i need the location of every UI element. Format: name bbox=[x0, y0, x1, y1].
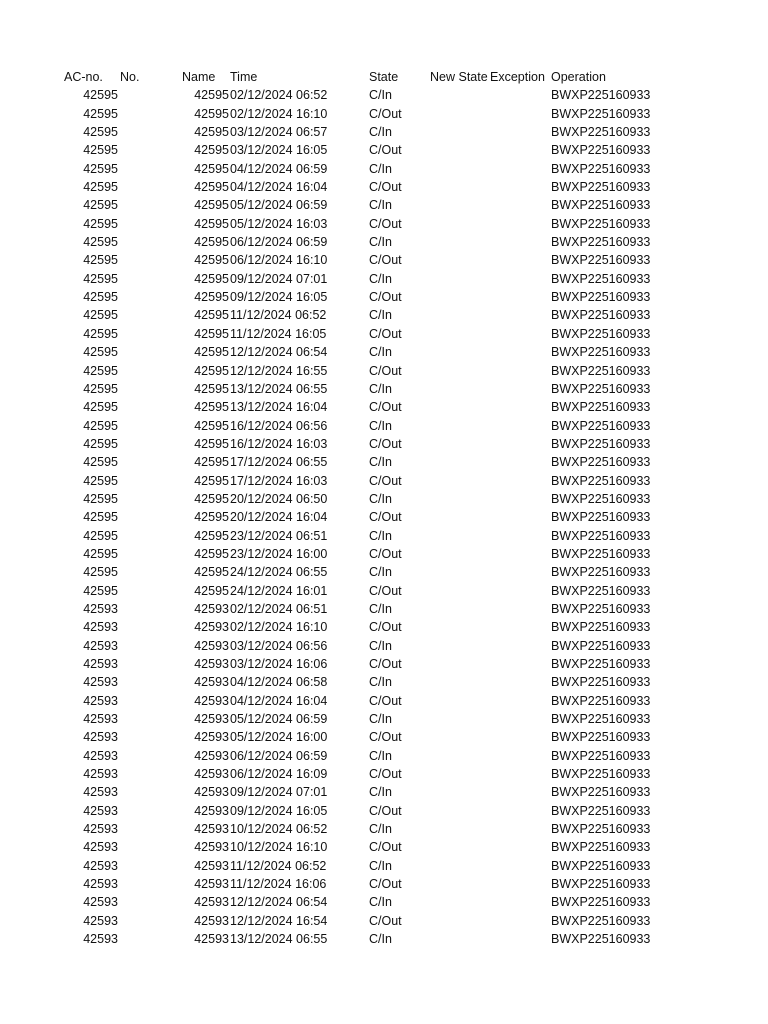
table-row bbox=[0, 655, 768, 673]
name-cell: 42595 bbox=[194, 143, 229, 158]
time-cell: 05/12/2024 06:59 bbox=[230, 198, 328, 213]
name-cell: 42593 bbox=[194, 767, 229, 782]
table-row bbox=[0, 306, 768, 324]
acno-cell: 42595 bbox=[83, 381, 118, 396]
state-cell: C/Out bbox=[369, 693, 402, 708]
time-cell: 05/12/2024 16:00 bbox=[230, 730, 328, 745]
state-cell: C/In bbox=[369, 125, 392, 140]
name-cell: 42593 bbox=[194, 895, 229, 910]
acno-cell: 42593 bbox=[83, 803, 118, 818]
operation-cell: BWXP225160933 bbox=[551, 198, 651, 213]
name-cell: 42593 bbox=[194, 693, 229, 708]
state-cell: C/In bbox=[369, 161, 392, 176]
acno-cell: 42595 bbox=[83, 400, 118, 415]
table-row bbox=[0, 527, 768, 545]
state-cell: C/Out bbox=[369, 510, 402, 525]
table-row bbox=[0, 893, 768, 911]
acno-cell: 42593 bbox=[83, 822, 118, 837]
acno-cell: 42593 bbox=[83, 785, 118, 800]
state-cell: C/In bbox=[369, 198, 392, 213]
time-cell: 04/12/2024 16:04 bbox=[230, 180, 328, 195]
table-row bbox=[0, 582, 768, 600]
time-cell: 04/12/2024 06:58 bbox=[230, 675, 328, 690]
time-cell: 06/12/2024 16:10 bbox=[230, 253, 328, 268]
time-cell: 11/12/2024 06:52 bbox=[230, 308, 327, 323]
acno-cell: 42595 bbox=[83, 106, 118, 121]
operation-cell: BWXP225160933 bbox=[551, 106, 651, 121]
time-cell: 13/12/2024 06:55 bbox=[230, 932, 328, 947]
operation-cell: BWXP225160933 bbox=[551, 216, 651, 231]
acno-cell: 42595 bbox=[83, 216, 118, 231]
operation-cell: BWXP225160933 bbox=[551, 913, 651, 928]
time-cell: 16/12/2024 06:56 bbox=[230, 418, 328, 433]
acno-cell: 42595 bbox=[83, 88, 118, 103]
table-row bbox=[0, 251, 768, 269]
operation-cell: BWXP225160933 bbox=[551, 143, 651, 158]
name-cell: 42593 bbox=[194, 638, 229, 653]
acno-cell: 42593 bbox=[83, 638, 118, 653]
operation-cell: BWXP225160933 bbox=[551, 693, 651, 708]
state-cell: C/Out bbox=[369, 436, 402, 451]
acno-cell: 42593 bbox=[83, 712, 118, 727]
state-cell: C/In bbox=[369, 785, 392, 800]
acno-cell: 42595 bbox=[83, 491, 118, 506]
acno-cell: 42593 bbox=[83, 913, 118, 928]
table-row bbox=[0, 820, 768, 838]
operation-cell: BWXP225160933 bbox=[551, 363, 651, 378]
table-row bbox=[0, 325, 768, 343]
header-no: No. bbox=[120, 70, 140, 84]
name-cell: 42595 bbox=[194, 345, 229, 360]
operation-cell: BWXP225160933 bbox=[551, 546, 651, 561]
time-cell: 16/12/2024 16:03 bbox=[230, 436, 328, 451]
time-cell: 10/12/2024 16:10 bbox=[230, 840, 328, 855]
acno-cell: 42595 bbox=[83, 180, 118, 195]
operation-cell: BWXP225160933 bbox=[551, 418, 651, 433]
name-cell: 42593 bbox=[194, 785, 229, 800]
acno-cell: 42595 bbox=[83, 308, 118, 323]
name-cell: 42595 bbox=[194, 88, 229, 103]
operation-cell: BWXP225160933 bbox=[551, 473, 651, 488]
table-row bbox=[0, 398, 768, 416]
operation-cell: BWXP225160933 bbox=[551, 712, 651, 727]
operation-cell: BWXP225160933 bbox=[551, 290, 651, 305]
state-cell: C/Out bbox=[369, 840, 402, 855]
operation-cell: BWXP225160933 bbox=[551, 235, 651, 250]
time-cell: 12/12/2024 06:54 bbox=[230, 345, 328, 360]
state-cell: C/In bbox=[369, 932, 392, 947]
operation-cell: BWXP225160933 bbox=[551, 895, 651, 910]
acno-cell: 42593 bbox=[83, 620, 118, 635]
state-cell: C/In bbox=[369, 565, 392, 580]
table-row bbox=[0, 747, 768, 765]
state-cell: C/In bbox=[369, 381, 392, 396]
header-time: Time bbox=[230, 70, 258, 84]
acno-cell: 42593 bbox=[83, 657, 118, 671]
operation-cell: BWXP225160933 bbox=[551, 180, 651, 195]
state-cell: C/Out bbox=[369, 877, 402, 892]
name-cell: 42595 bbox=[194, 491, 229, 506]
table-row bbox=[0, 160, 768, 178]
time-cell: 24/12/2024 16:01 bbox=[230, 583, 328, 598]
acno-cell: 42595 bbox=[83, 510, 118, 525]
table-row bbox=[0, 600, 768, 618]
operation-cell: BWXP225160933 bbox=[551, 748, 651, 763]
acno-cell: 42593 bbox=[83, 895, 118, 910]
acno-cell: 42595 bbox=[83, 363, 118, 378]
acno-cell: 42593 bbox=[83, 693, 118, 708]
table-row bbox=[0, 875, 768, 893]
state-cell: C/Out bbox=[369, 473, 402, 488]
state-cell: C/In bbox=[369, 895, 392, 910]
operation-cell: BWXP225160933 bbox=[551, 803, 651, 818]
acno-cell: 42595 bbox=[83, 143, 118, 158]
name-cell: 42593 bbox=[194, 657, 229, 671]
time-cell: 13/12/2024 16:04 bbox=[230, 400, 328, 415]
acno-cell: 42593 bbox=[83, 767, 118, 782]
table-row bbox=[0, 692, 768, 710]
operation-cell: BWXP225160933 bbox=[551, 767, 651, 782]
acno-cell: 42595 bbox=[83, 161, 118, 176]
header-name: Name bbox=[182, 70, 216, 84]
time-cell: 23/12/2024 16:00 bbox=[230, 546, 328, 561]
state-cell: C/Out bbox=[369, 180, 402, 195]
header-state: State bbox=[369, 70, 399, 84]
acno-cell: 42595 bbox=[83, 455, 118, 470]
acno-cell: 42595 bbox=[83, 583, 118, 598]
name-cell: 42593 bbox=[194, 913, 229, 928]
state-cell: C/Out bbox=[369, 106, 402, 121]
state-cell: C/In bbox=[369, 675, 392, 690]
operation-cell: BWXP225160933 bbox=[551, 345, 651, 360]
operation-cell: BWXP225160933 bbox=[551, 730, 651, 745]
acno-cell: 42595 bbox=[83, 418, 118, 433]
name-cell: 42593 bbox=[194, 601, 229, 616]
state-cell: C/Out bbox=[369, 803, 402, 818]
name-cell: 42595 bbox=[194, 436, 229, 451]
time-cell: 05/12/2024 06:59 bbox=[230, 712, 328, 727]
acno-cell: 42595 bbox=[83, 473, 118, 488]
operation-cell: BWXP225160933 bbox=[551, 400, 651, 415]
name-cell: 42595 bbox=[194, 253, 229, 268]
acno-cell: 42593 bbox=[83, 877, 118, 892]
acno-cell: 42593 bbox=[83, 675, 118, 690]
name-cell: 42595 bbox=[194, 455, 229, 470]
table-row bbox=[0, 637, 768, 655]
table-row bbox=[0, 270, 768, 288]
state-cell: C/Out bbox=[369, 620, 402, 635]
name-cell: 42595 bbox=[194, 180, 229, 195]
table-row bbox=[0, 838, 768, 856]
table-row bbox=[0, 728, 768, 746]
state-cell: C/Out bbox=[369, 143, 402, 158]
state-cell: C/Out bbox=[369, 913, 402, 928]
operation-cell: BWXP225160933 bbox=[551, 436, 651, 451]
table-row bbox=[0, 912, 768, 930]
name-cell: 42595 bbox=[194, 363, 229, 378]
time-cell: 12/12/2024 16:55 bbox=[230, 363, 328, 378]
name-cell: 42593 bbox=[194, 932, 229, 947]
acno-cell: 42593 bbox=[83, 932, 118, 947]
table-row bbox=[0, 802, 768, 820]
name-cell: 42595 bbox=[194, 400, 229, 415]
acno-cell: 42595 bbox=[83, 271, 118, 286]
operation-cell: BWXP225160933 bbox=[551, 308, 651, 323]
table-row bbox=[0, 86, 768, 104]
name-cell: 42595 bbox=[194, 198, 229, 213]
table-row bbox=[0, 472, 768, 490]
header-row bbox=[0, 68, 768, 86]
table-row bbox=[0, 930, 768, 948]
time-cell: 09/12/2024 07:01 bbox=[230, 785, 328, 800]
state-cell: C/Out bbox=[369, 583, 402, 598]
table-row bbox=[0, 618, 768, 636]
state-cell: C/Out bbox=[369, 730, 402, 745]
header-exception: Exception bbox=[490, 70, 545, 84]
table-row bbox=[0, 380, 768, 398]
table-body bbox=[0, 86, 768, 948]
header-acno: AC-no. bbox=[64, 70, 103, 84]
time-cell: 11/12/2024 16:06 bbox=[230, 877, 327, 892]
time-cell: 17/12/2024 16:03 bbox=[230, 473, 328, 488]
operation-cell: BWXP225160933 bbox=[551, 491, 651, 506]
state-cell: C/In bbox=[369, 601, 392, 616]
state-cell: C/Out bbox=[369, 290, 402, 305]
name-cell: 42595 bbox=[194, 308, 229, 323]
time-cell: 10/12/2024 06:52 bbox=[230, 822, 328, 837]
state-cell: C/In bbox=[369, 271, 392, 286]
time-cell: 02/12/2024 16:10 bbox=[230, 106, 328, 121]
table-row bbox=[0, 673, 768, 691]
name-cell: 42595 bbox=[194, 418, 229, 433]
acno-cell: 42593 bbox=[83, 840, 118, 855]
state-cell: C/Out bbox=[369, 326, 402, 341]
state-cell: C/Out bbox=[369, 363, 402, 378]
operation-cell: BWXP225160933 bbox=[551, 877, 651, 892]
name-cell: 42595 bbox=[194, 510, 229, 525]
operation-cell: BWXP225160933 bbox=[551, 822, 651, 837]
table-row bbox=[0, 765, 768, 783]
name-cell: 42595 bbox=[194, 326, 229, 341]
time-cell: 13/12/2024 06:55 bbox=[230, 381, 328, 396]
name-cell: 42595 bbox=[194, 473, 229, 488]
state-cell: C/Out bbox=[369, 400, 402, 415]
time-cell: 12/12/2024 16:54 bbox=[230, 913, 328, 928]
header-operation: Operation bbox=[551, 70, 606, 84]
table-row bbox=[0, 508, 768, 526]
acno-cell: 42593 bbox=[83, 601, 118, 616]
operation-cell: BWXP225160933 bbox=[551, 657, 651, 671]
time-cell: 09/12/2024 07:01 bbox=[230, 271, 328, 286]
table-row bbox=[0, 563, 768, 581]
time-cell: 04/12/2024 16:04 bbox=[230, 693, 328, 708]
state-cell: C/In bbox=[369, 822, 392, 837]
state-cell: C/In bbox=[369, 235, 392, 250]
state-cell: C/In bbox=[369, 345, 392, 360]
operation-cell: BWXP225160933 bbox=[551, 381, 651, 396]
acno-cell: 42595 bbox=[83, 198, 118, 213]
time-cell: 12/12/2024 06:54 bbox=[230, 895, 328, 910]
name-cell: 42593 bbox=[194, 877, 229, 892]
name-cell: 42593 bbox=[194, 803, 229, 818]
state-cell: C/Out bbox=[369, 657, 402, 671]
table-row bbox=[0, 857, 768, 875]
table-row bbox=[0, 343, 768, 361]
operation-cell: BWXP225160933 bbox=[551, 932, 651, 947]
acno-cell: 42595 bbox=[83, 528, 118, 543]
name-cell: 42595 bbox=[194, 235, 229, 250]
table-row bbox=[0, 435, 768, 453]
name-cell: 42593 bbox=[194, 748, 229, 763]
operation-cell: BWXP225160933 bbox=[551, 125, 651, 140]
acno-cell: 42593 bbox=[83, 730, 118, 745]
name-cell: 42595 bbox=[194, 125, 229, 140]
acno-cell: 42595 bbox=[83, 235, 118, 250]
table-row bbox=[0, 215, 768, 233]
acno-cell: 42595 bbox=[83, 345, 118, 360]
time-cell: 03/12/2024 06:57 bbox=[230, 125, 328, 140]
state-cell: C/In bbox=[369, 491, 392, 506]
name-cell: 42593 bbox=[194, 730, 229, 745]
state-cell: C/In bbox=[369, 88, 392, 103]
operation-cell: BWXP225160933 bbox=[551, 161, 651, 176]
time-cell: 06/12/2024 16:09 bbox=[230, 767, 328, 782]
time-cell: 20/12/2024 06:50 bbox=[230, 491, 328, 506]
operation-cell: BWXP225160933 bbox=[551, 510, 651, 525]
operation-cell: BWXP225160933 bbox=[551, 528, 651, 543]
time-cell: 23/12/2024 06:51 bbox=[230, 528, 328, 543]
acno-cell: 42593 bbox=[83, 858, 118, 873]
state-cell: C/In bbox=[369, 858, 392, 873]
acno-cell: 42595 bbox=[83, 436, 118, 451]
table-row bbox=[0, 783, 768, 801]
table-row bbox=[0, 105, 768, 123]
operation-cell: BWXP225160933 bbox=[551, 638, 651, 653]
time-cell: 02/12/2024 06:51 bbox=[230, 601, 328, 616]
acno-cell: 42595 bbox=[83, 125, 118, 140]
time-cell: 20/12/2024 16:04 bbox=[230, 510, 328, 525]
operation-cell: BWXP225160933 bbox=[551, 840, 651, 855]
name-cell: 42595 bbox=[194, 290, 229, 305]
name-cell: 42595 bbox=[194, 106, 229, 121]
time-cell: 04/12/2024 06:59 bbox=[230, 161, 328, 176]
header-new-state: New State bbox=[430, 70, 488, 84]
state-cell: C/Out bbox=[369, 216, 402, 231]
name-cell: 42595 bbox=[194, 271, 229, 286]
name-cell: 42593 bbox=[194, 620, 229, 635]
name-cell: 42595 bbox=[194, 583, 229, 598]
operation-cell: BWXP225160933 bbox=[551, 858, 651, 873]
name-cell: 42595 bbox=[194, 546, 229, 561]
operation-cell: BWXP225160933 bbox=[551, 326, 651, 341]
table-row bbox=[0, 178, 768, 196]
name-cell: 42593 bbox=[194, 858, 229, 873]
state-cell: C/In bbox=[369, 712, 392, 727]
time-cell: 05/12/2024 16:03 bbox=[230, 216, 328, 231]
name-cell: 42595 bbox=[194, 161, 229, 176]
time-cell: 03/12/2024 16:05 bbox=[230, 143, 328, 158]
table-row bbox=[0, 453, 768, 471]
name-cell: 42595 bbox=[194, 216, 229, 231]
time-cell: 06/12/2024 06:59 bbox=[230, 235, 328, 250]
table-row bbox=[0, 545, 768, 563]
time-cell: 17/12/2024 06:55 bbox=[230, 455, 328, 470]
time-cell: 09/12/2024 16:05 bbox=[230, 803, 328, 818]
table-row bbox=[0, 710, 768, 728]
table-row bbox=[0, 196, 768, 214]
time-cell: 11/12/2024 16:05 bbox=[230, 326, 327, 341]
name-cell: 42595 bbox=[194, 381, 229, 396]
time-cell: 11/12/2024 06:52 bbox=[230, 858, 327, 873]
time-cell: 03/12/2024 06:56 bbox=[230, 638, 328, 653]
state-cell: C/Out bbox=[369, 767, 402, 782]
acno-cell: 42595 bbox=[83, 326, 118, 341]
time-cell: 24/12/2024 06:55 bbox=[230, 565, 328, 580]
name-cell: 42593 bbox=[194, 675, 229, 690]
table-row bbox=[0, 490, 768, 508]
time-cell: 03/12/2024 16:06 bbox=[230, 657, 328, 671]
name-cell: 42595 bbox=[194, 528, 229, 543]
name-cell: 42593 bbox=[194, 840, 229, 855]
name-cell: 42593 bbox=[194, 712, 229, 727]
state-cell: C/In bbox=[369, 308, 392, 323]
time-cell: 02/12/2024 06:52 bbox=[230, 88, 328, 103]
state-cell: C/In bbox=[369, 528, 392, 543]
state-cell: C/In bbox=[369, 418, 392, 433]
operation-cell: BWXP225160933 bbox=[551, 565, 651, 580]
state-cell: C/In bbox=[369, 748, 392, 763]
operation-cell: BWXP225160933 bbox=[551, 620, 651, 635]
table-row bbox=[0, 417, 768, 435]
state-cell: C/Out bbox=[369, 546, 402, 561]
table-row bbox=[0, 141, 768, 159]
operation-cell: BWXP225160933 bbox=[551, 271, 651, 286]
operation-cell: BWXP225160933 bbox=[551, 675, 651, 690]
time-cell: 02/12/2024 16:10 bbox=[230, 620, 328, 635]
table-row bbox=[0, 362, 768, 380]
acno-cell: 42595 bbox=[83, 290, 118, 305]
table-row bbox=[0, 233, 768, 251]
acno-cell: 42595 bbox=[83, 546, 118, 561]
operation-cell: BWXP225160933 bbox=[551, 253, 651, 268]
name-cell: 42595 bbox=[194, 565, 229, 580]
time-cell: 06/12/2024 06:59 bbox=[230, 748, 328, 763]
time-cell: 09/12/2024 16:05 bbox=[230, 290, 328, 305]
table-row bbox=[0, 288, 768, 306]
name-cell: 42593 bbox=[194, 822, 229, 837]
operation-cell: BWXP225160933 bbox=[551, 785, 651, 800]
acno-cell: 42595 bbox=[83, 253, 118, 268]
acno-cell: 42593 bbox=[83, 748, 118, 763]
acno-cell: 42595 bbox=[83, 565, 118, 580]
state-cell: C/Out bbox=[369, 253, 402, 268]
operation-cell: BWXP225160933 bbox=[551, 455, 651, 470]
table-row bbox=[0, 123, 768, 141]
attendance-sheet bbox=[0, 68, 768, 949]
state-cell: C/In bbox=[369, 638, 392, 653]
operation-cell: BWXP225160933 bbox=[551, 88, 651, 103]
operation-cell: BWXP225160933 bbox=[551, 601, 651, 616]
state-cell: C/In bbox=[369, 455, 392, 470]
operation-cell: BWXP225160933 bbox=[551, 583, 651, 598]
